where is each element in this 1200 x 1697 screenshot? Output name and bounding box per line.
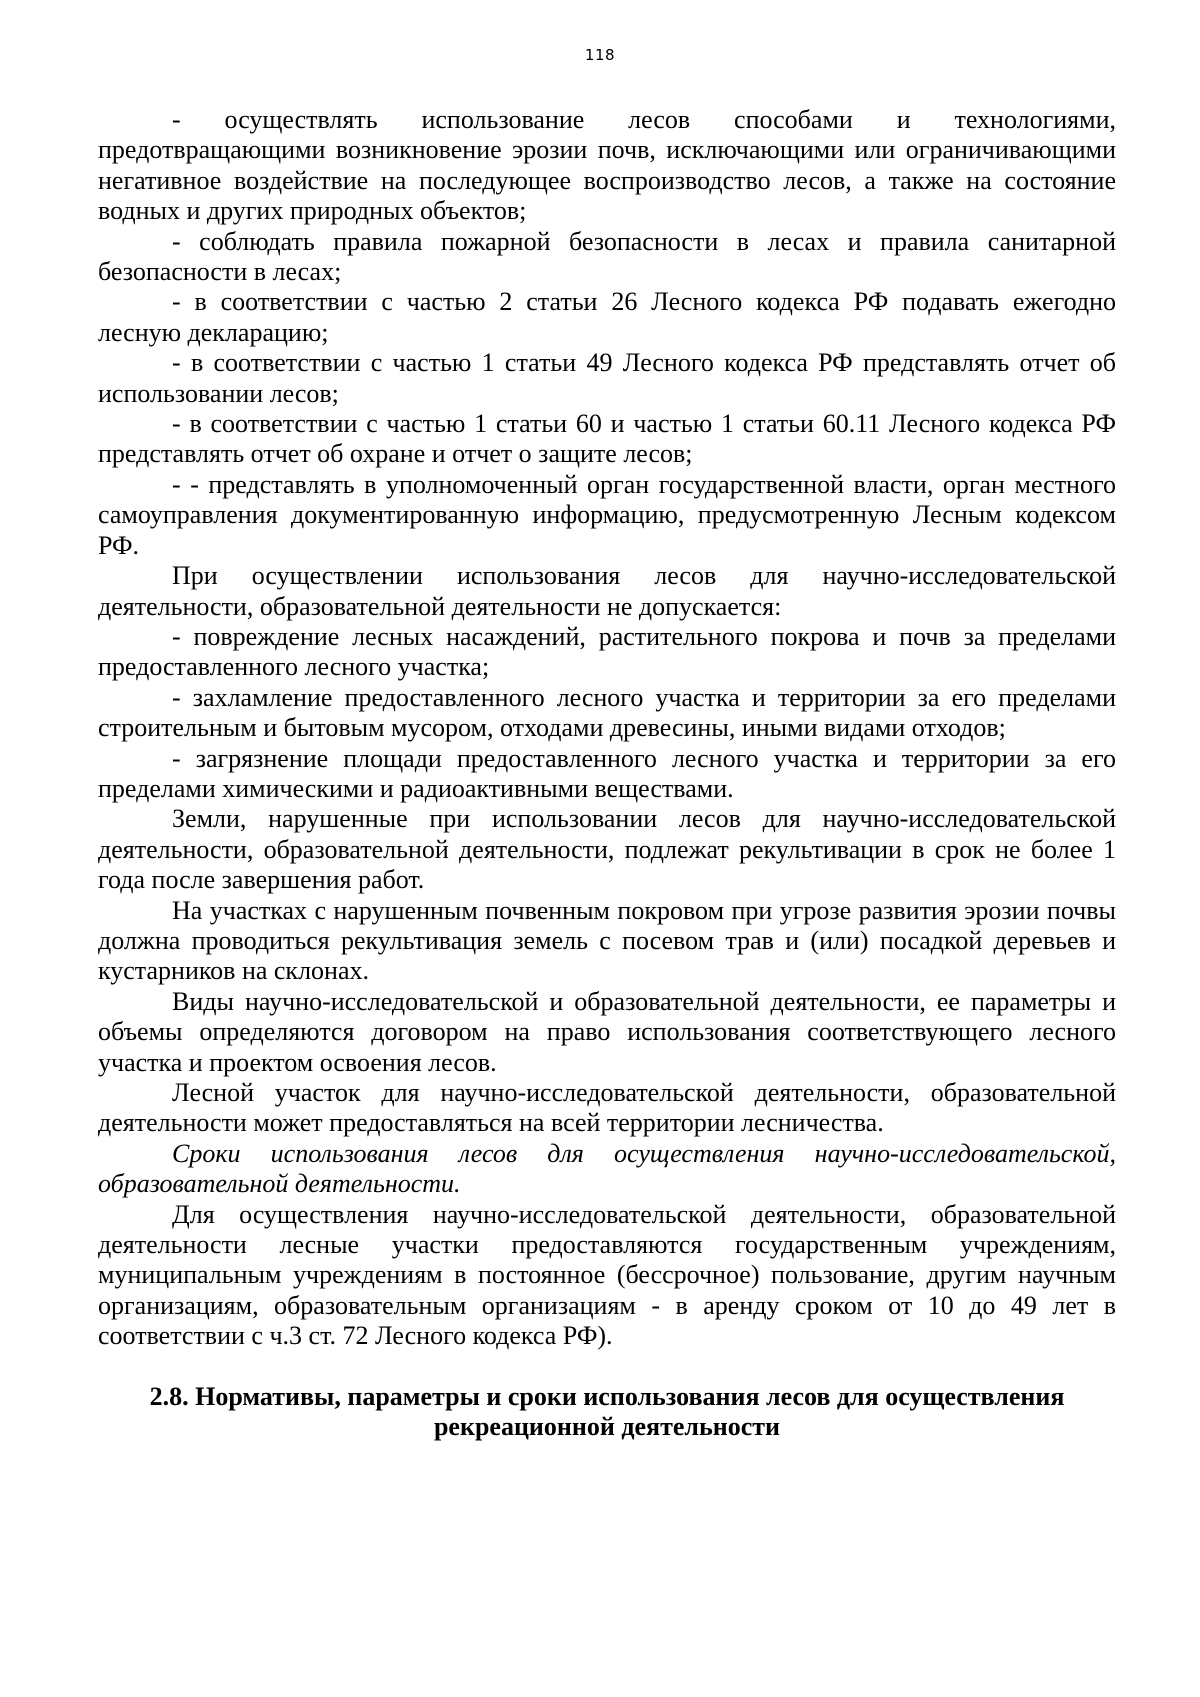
paragraph: - захламление предоставленного лесного участка и территории за его пределами строительным и бытовым мусором, отходами древесины, иными видами отходов;	[98, 682, 1116, 743]
page-number: 118	[584, 46, 616, 64]
paragraph: - соблюдать правила пожарной безопасности в лесах и правила санитарной безопасности в лесах;	[98, 226, 1116, 287]
page-content	[98, 105, 1116, 1442]
paragraph: На участках с нарушенным почвенным покровом при угрозе развития эрозии почвы должна проводиться рекультивация земель с посевом трав и (или) посадкой деревьев и кустарников на склонах.	[98, 895, 1116, 986]
paragraph: Лесной участок для научно-исследовательской деятельности, образовательной деятельности может предоставляться на всей территории лесничества.	[98, 1078, 1116, 1138]
paragraph: Виды научно-исследовательской и образовательной деятельности, ее параметры и объемы определяются договором на право использования соответствующего лесного участка и проектом освоения лесов.	[98, 986, 1116, 1077]
paragraph: - - представлять в уполномоченный орган государственной власти, орган местного самоуправления документированную информацию, предусмотренную Лесным кодексом РФ.	[98, 469, 1116, 560]
paragraph: При осуществлении использования лесов для научно-исследовательской деятельности, образовательной деятельности не допускается:	[98, 561, 1116, 621]
paragraph: - в соответствии с частью 1 статьи 60 и частью 1 статьи 60.11 Лесного кодекса РФ представлять отчет об охране и отчет о защите лесов;	[98, 409, 1116, 469]
paragraph: - загрязнение площади предоставленного лесного участка и территории за его пределами химическими и радиоактивными веществами.	[98, 743, 1116, 803]
paragraph: - повреждение лесных насаждений, растительного покрова и почв за пределами предоставленного лесного участка;	[98, 621, 1116, 682]
section-heading: 2.8. Нормативы, параметры и сроки использования лесов для осуществления рекреационной деятельности	[149, 1381, 1065, 1442]
paragraph: Земли, нарушенные при использовании лесов для научно-исследовательской деятельности, образовательной деятельности, подлежат рекультивации в срок не более 1 года после завершения работ.	[98, 804, 1116, 895]
italic-paragraph: Сроки использования лесов для осуществления научно-исследовательской, образовательной деятельности.	[98, 1138, 1116, 1199]
paragraph: - в соответствии с частью 2 статьи 26 Лесного кодекса РФ подавать ежегодно лесную декларацию;	[98, 287, 1116, 347]
paragraph: - в соответствии с частью 1 статьи 49 Лесного кодекса РФ представлять отчет об использовании лесов;	[98, 348, 1116, 408]
paragraph: - осуществлять использование лесов способами и технологиями, предотвращающими возникновение эрозии почв, исключающими или ограничивающими негативное воздействие на последующее воспроизводство лесов, а также на состояние водных и других природных объектов;	[98, 105, 1116, 226]
paragraph: Для осуществления научно-исследовательской деятельности, образовательной деятельности лесные участки предоставляются государственным учреждениям, муниципальным учреждениям в постоянное (бессрочное) пользование, другим научным организациям, образовательным организациям - в аренду сроком от 10 до 49 лет в соответствии с ч.3 ст. 72 Лесного кодекса РФ).	[98, 1199, 1116, 1351]
